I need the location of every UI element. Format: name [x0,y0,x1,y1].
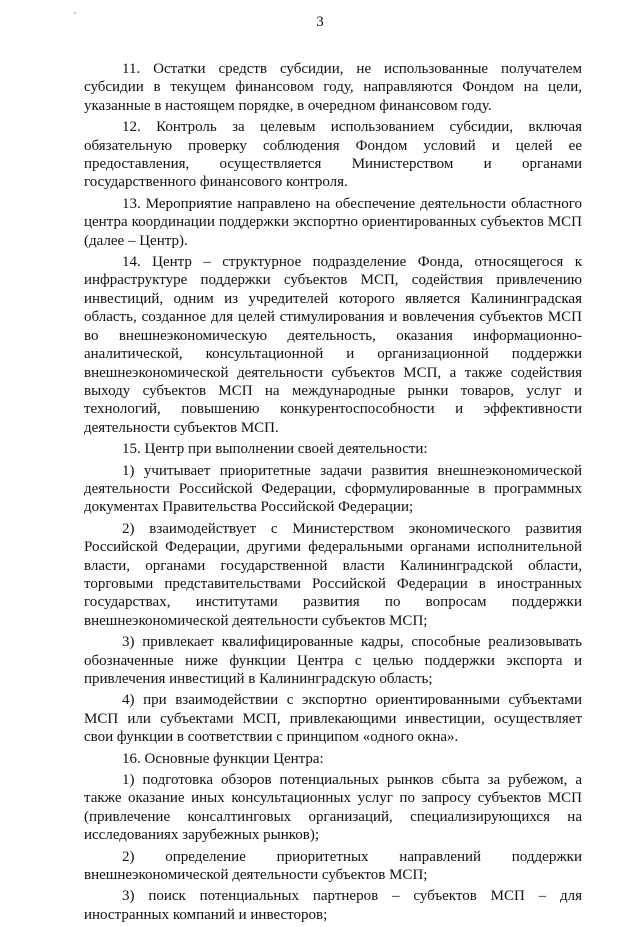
paragraph-12: 12. Контроль за целевым использованием субсидии, включая обязательную проверку соблюдения Фондом условий и целей ее предоставления, осуществляется Министерством и органами государственного финансового контроля. [84,119,582,191]
paragraph-15: 15. Центр при выполнении своей деятельности: [122,441,428,458]
document-body [84,60,582,927]
list-item-16-2: 2) определение приоритетных направлений поддержки внешнеэкономической деятельности субъектов МСП; [84,848,582,884]
list-item-15-4: 4) при взаимодействии с экспортно ориентированными субъектами МСП или субъектами МСП, привлекающими инвестиции, осуществляет свои функции в соответствии с принципом «одного окна». [84,692,582,746]
list-item-15-1: 1) учитывает приоритетные задачи развития внешнеэкономической деятельности Российской Федерации, сформулированные в программных документах Правительства Российской Федерации; [84,462,582,516]
paragraph-11: 11. Остатки средств субсидии, не использованные получателем субсидии в текущем финансовом году, направляются Фондом на цели, указанные в настоящем порядке, в очередном финансовом году. [84,61,582,114]
list-item-16-1: 1) подготовка обзоров потенциальных рынков сбыта за рубежом, а также оказание иных консультационных услуг по запросу субъектов МСП (привлечение консалтинговых организаций, специализирующихся на исследованиях зарубежных рынков); [84,772,582,844]
paragraph-13: 13. Мероприятие направлено на обеспечение деятельности областного центра координации поддержки экспортно ориентированных субъектов МСП (далее – Центр). [84,195,582,249]
list-item-15-3: 3) привлекает квалифицированные кадры, способные реализовывать обозначенные ниже функции Центра с целью поддержки экспорта и привлечения инвестиций в Калининградскую область; [84,634,582,687]
paragraph-16: 16. Основные функции Центра: [122,750,324,767]
paragraph-14: 14. Центр – структурное подразделение Фонда, относящегося к инфраструктуре поддержки субъектов МСП, содействия привлечению инвестиций, одним из учредителей которого является Калининградская область, созданное для целей стимулирования и вовлечения субъектов МСП во внешнеэкономическую деятельность, оказания информационно-аналитической, консультационной и организационной поддержки внешнеэкономической деятельности субъектов МСП, а также содействия выходу субъектов МСП на международные рынки товаров, услуг и технологий, повышению конкурентоспособности и эффективности деятельности субъектов МСП. [84,254,582,436]
list-item-16-3: 3) поиск потенциальных партнеров – субъектов МСП – для иностранных компаний и инвесторов; [84,888,582,923]
page-number: 3 [316,14,324,30]
list-item-15-2: 2) взаимодействует с Министерством экономического развития Российской Федерации, другими федеральными органами исполнительной власти, органами государственной власти Калининградской области, торговыми представительствами Российской Федерации в иностранных государствах, институтами развития по вопросам поддержки внешнеэкономической деятельности субъектов МСП; [84,520,582,629]
